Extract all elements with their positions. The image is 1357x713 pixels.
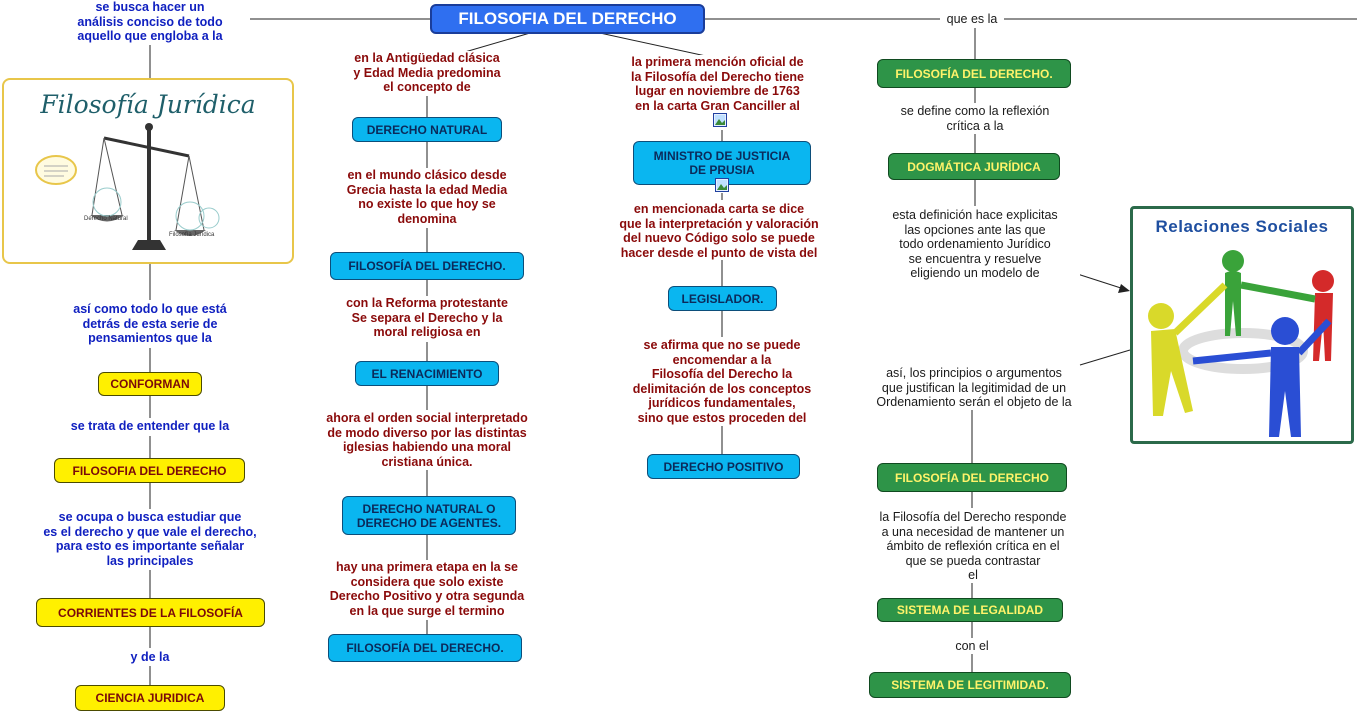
- picture-attachment-icon[interactable]: [715, 178, 729, 192]
- right-label-que-es-la: que es la: [940, 12, 1004, 27]
- node-derecho-natural-o-agentes[interactable]: DERECHO NATURAL O DERECHO DE AGENTES.: [342, 496, 516, 535]
- balance-scale-icon: [4, 120, 292, 260]
- image-label-filosofia-juridica: Filosofía Jurídica: [169, 232, 215, 238]
- node-filosofia-del-derecho-r1[interactable]: FILOSOFÍA DEL DERECHO.: [877, 59, 1071, 88]
- node-filosofia-del-derecho-r2[interactable]: FILOSOFÍA DEL DERECHO: [877, 463, 1067, 492]
- node-ciencia-juridica[interactable]: CIENCIA JURIDICA: [75, 685, 225, 711]
- image-title: Filosofía Jurídica: [40, 90, 256, 119]
- node-conformen[interactable]: CONFORMAN: [98, 372, 202, 396]
- left-label-3: se ocupa o busca estudiar que es el derecho y que vale el derecho, para esto es importante señalar las principales: [18, 510, 282, 568]
- center-right-label-1: la primera mención oficial de la Filosofía del Derecho tiene lugar en noviembre de 1763 en la carta Gran Canciller al: [610, 55, 825, 113]
- right-label-5: con el: [944, 639, 1000, 654]
- right-label-2: esta definición hace explicitas las opciones ante las que todo ordenamiento Jurídico se encuentra y resuelve eligiendo un modelo de: [870, 208, 1080, 281]
- left-label-1: así como todo lo que está detrás de esta serie de pensamientos que la: [45, 302, 255, 346]
- node-filosofia-del-derecho-cl2[interactable]: FILOSOFÍA DEL DERECHO.: [328, 634, 522, 662]
- node-derecho-natural[interactable]: DERECHO NATURAL: [352, 117, 502, 142]
- center-right-label-3: se afirma que no se puede encomendar a la Filosofía del Derecho la delimitación de los conceptos jurídicos fundamentales, sino que estos proceden del: [605, 338, 839, 426]
- left-intro-label: se busca hacer un análisis conciso de todo aquello que engloba a la: [50, 0, 250, 44]
- right-label-1: se define como la reflexión crítica a la: [880, 104, 1070, 133]
- image-label-derecho-natural: Derecho Natural: [84, 216, 128, 222]
- node-legislador[interactable]: LEGISLADOR.: [668, 286, 777, 311]
- relaciones-sociales-image: [1130, 206, 1354, 444]
- node-corrientes[interactable]: CORRIENTES DE LA FILOSOFÍA: [36, 598, 265, 627]
- root-topic[interactable]: FILOSOFIA DEL DERECHO: [430, 4, 705, 34]
- left-label-4: y de la: [110, 650, 190, 665]
- node-dogmatica-juridica[interactable]: DOGMÁTICA JURÍDICA: [888, 153, 1060, 180]
- node-derecho-positivo[interactable]: DERECHO POSITIVO: [647, 454, 800, 479]
- node-ministro-de-justicia[interactable]: MINISTRO DE JUSTICIA DE PRUSIA: [633, 141, 811, 185]
- center-right-label-2: en mencionada carta se dice que la interpretación y valoración del nuevo Código solo se puede hacer desde el punto de vista del: [600, 202, 838, 260]
- filosofia-juridica-image: [2, 78, 294, 264]
- people-circle-icon: [1133, 241, 1351, 441]
- node-filosofia-del-derecho-left[interactable]: FILOSOFIA DEL DERECHO: [54, 458, 245, 483]
- center-left-label-3: con la Reforma protestante Se separa el Derecho y la moral religiosa en: [317, 296, 537, 340]
- center-left-label-2: en el mundo clásico desde Grecia hasta la edad Media no existe lo que hoy se denomina: [312, 168, 542, 226]
- center-left-label-5: hay una primera etapa en la se considera que solo existe Derecho Positivo y otra segunda en la que surge el termino: [305, 560, 549, 618]
- node-filosofia-del-derecho-cl1[interactable]: FILOSOFÍA DEL DERECHO.: [330, 252, 524, 280]
- picture-attachment-icon[interactable]: [713, 113, 727, 127]
- node-sistema-de-legalidad[interactable]: SISTEMA DE LEGALIDAD: [877, 598, 1063, 622]
- social-image-title: Relaciones Sociales: [1155, 217, 1329, 236]
- right-label-4: la Filosofía del Derecho responde a una necesidad de mantener un ámbito de reflexión crítica en el que se pueda contrastar el: [862, 510, 1084, 583]
- node-sistema-de-legitimidad[interactable]: SISTEMA DE LEGITIMIDAD.: [869, 672, 1071, 698]
- center-left-label-4: ahora el orden social interpretado de modo diverso por las distintas iglesias habiendo una moral cristiana única.: [305, 411, 549, 469]
- left-label-2: se trata de entender que la: [40, 419, 260, 434]
- node-el-renacimiento[interactable]: EL RENACIMIENTO: [355, 361, 499, 386]
- right-label-3: así, los principios o argumentos que justifican la legitimidad de un Ordenamiento serán el objeto de la: [860, 366, 1088, 410]
- center-left-label-1: en la Antigüedad clásica y Edad Media predomina el concepto de: [320, 51, 534, 95]
